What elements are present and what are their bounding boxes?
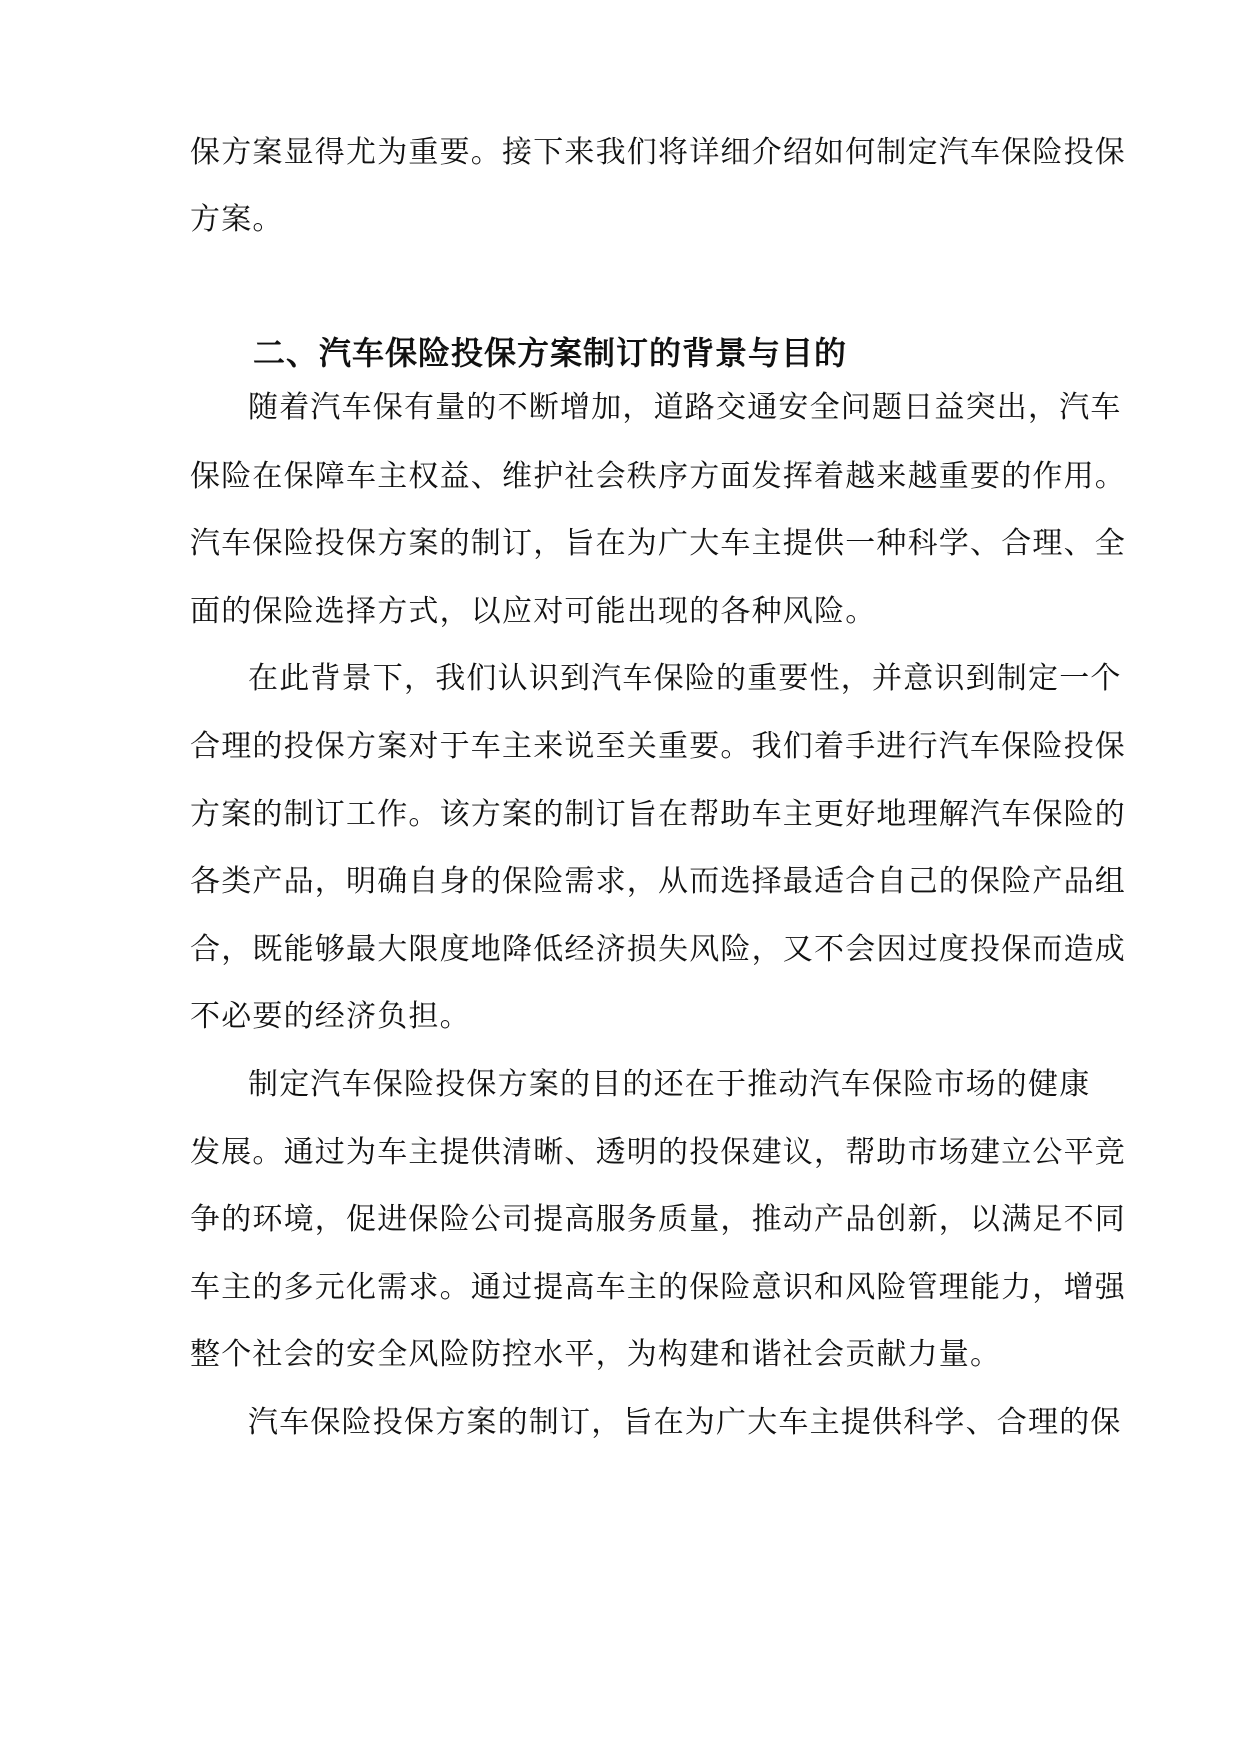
paragraph-2-line-2: 合理的投保方案对于车主来说至关重要。我们着手进行汽车保险投保 [190,729,1126,764]
section-heading: 二、汽车保险投保方案制订的背景与目的 [253,334,848,372]
paragraph-3-line-2: 发展。通过为车主提供清晰、透明的投保建议，帮助市场建立公平竞 [190,1135,1126,1170]
paragraph-1-line-2: 保险在保障车主权益、维护社会秩序方面发挥着越来越重要的作用。 [190,459,1126,494]
intro-line-2: 方案。 [190,202,284,237]
paragraph-2-line-4: 各类产品，明确自身的保险需求，从而选择最适合自己的保险产品组 [190,864,1126,899]
paragraph-3-line-4: 车主的多元化需求。通过提高车主的保险意识和风险管理能力，增强 [190,1270,1126,1305]
paragraph-2-line-5: 合，既能够最大限度地降低经济损失风险，又不会因过度投保而造成 [190,932,1126,967]
paragraph-2-line-1: 在此背景下，我们认识到汽车保险的重要性，并意识到制定一个 [248,661,1122,696]
paragraph-4-line-1: 汽车保险投保方案的制订，旨在为广大车主提供科学、合理的保 [248,1405,1122,1440]
paragraph-3-line-5: 整个社会的安全风险防控水平，为构建和谐社会贡献力量。 [190,1337,1002,1372]
paragraph-2-line-3: 方案的制订工作。该方案的制订旨在帮助车主更好地理解汽车保险的 [190,797,1126,832]
paragraph-2-line-6: 不必要的经济负担。 [190,999,471,1034]
intro-line-1: 保方案显得尤为重要。接下来我们将详细介绍如何制定汽车保险投保 [190,135,1126,170]
paragraph-1-line-4: 面的保险选择方式，以应对可能出现的各种风险。 [190,594,877,629]
paragraph-1-line-1: 随着汽车保有量的不断增加，道路交通安全问题日益突出，汽车 [248,390,1122,425]
paragraph-1-line-3: 汽车保险投保方案的制订，旨在为广大车主提供一种科学、合理、全 [190,526,1126,561]
paragraph-3-line-3: 争的环境，促进保险公司提高服务质量，推动产品创新，以满足不同 [190,1202,1126,1237]
paragraph-3-line-1: 制定汽车保险投保方案的目的还在于推动汽车保险市场的健康 [248,1067,1091,1102]
